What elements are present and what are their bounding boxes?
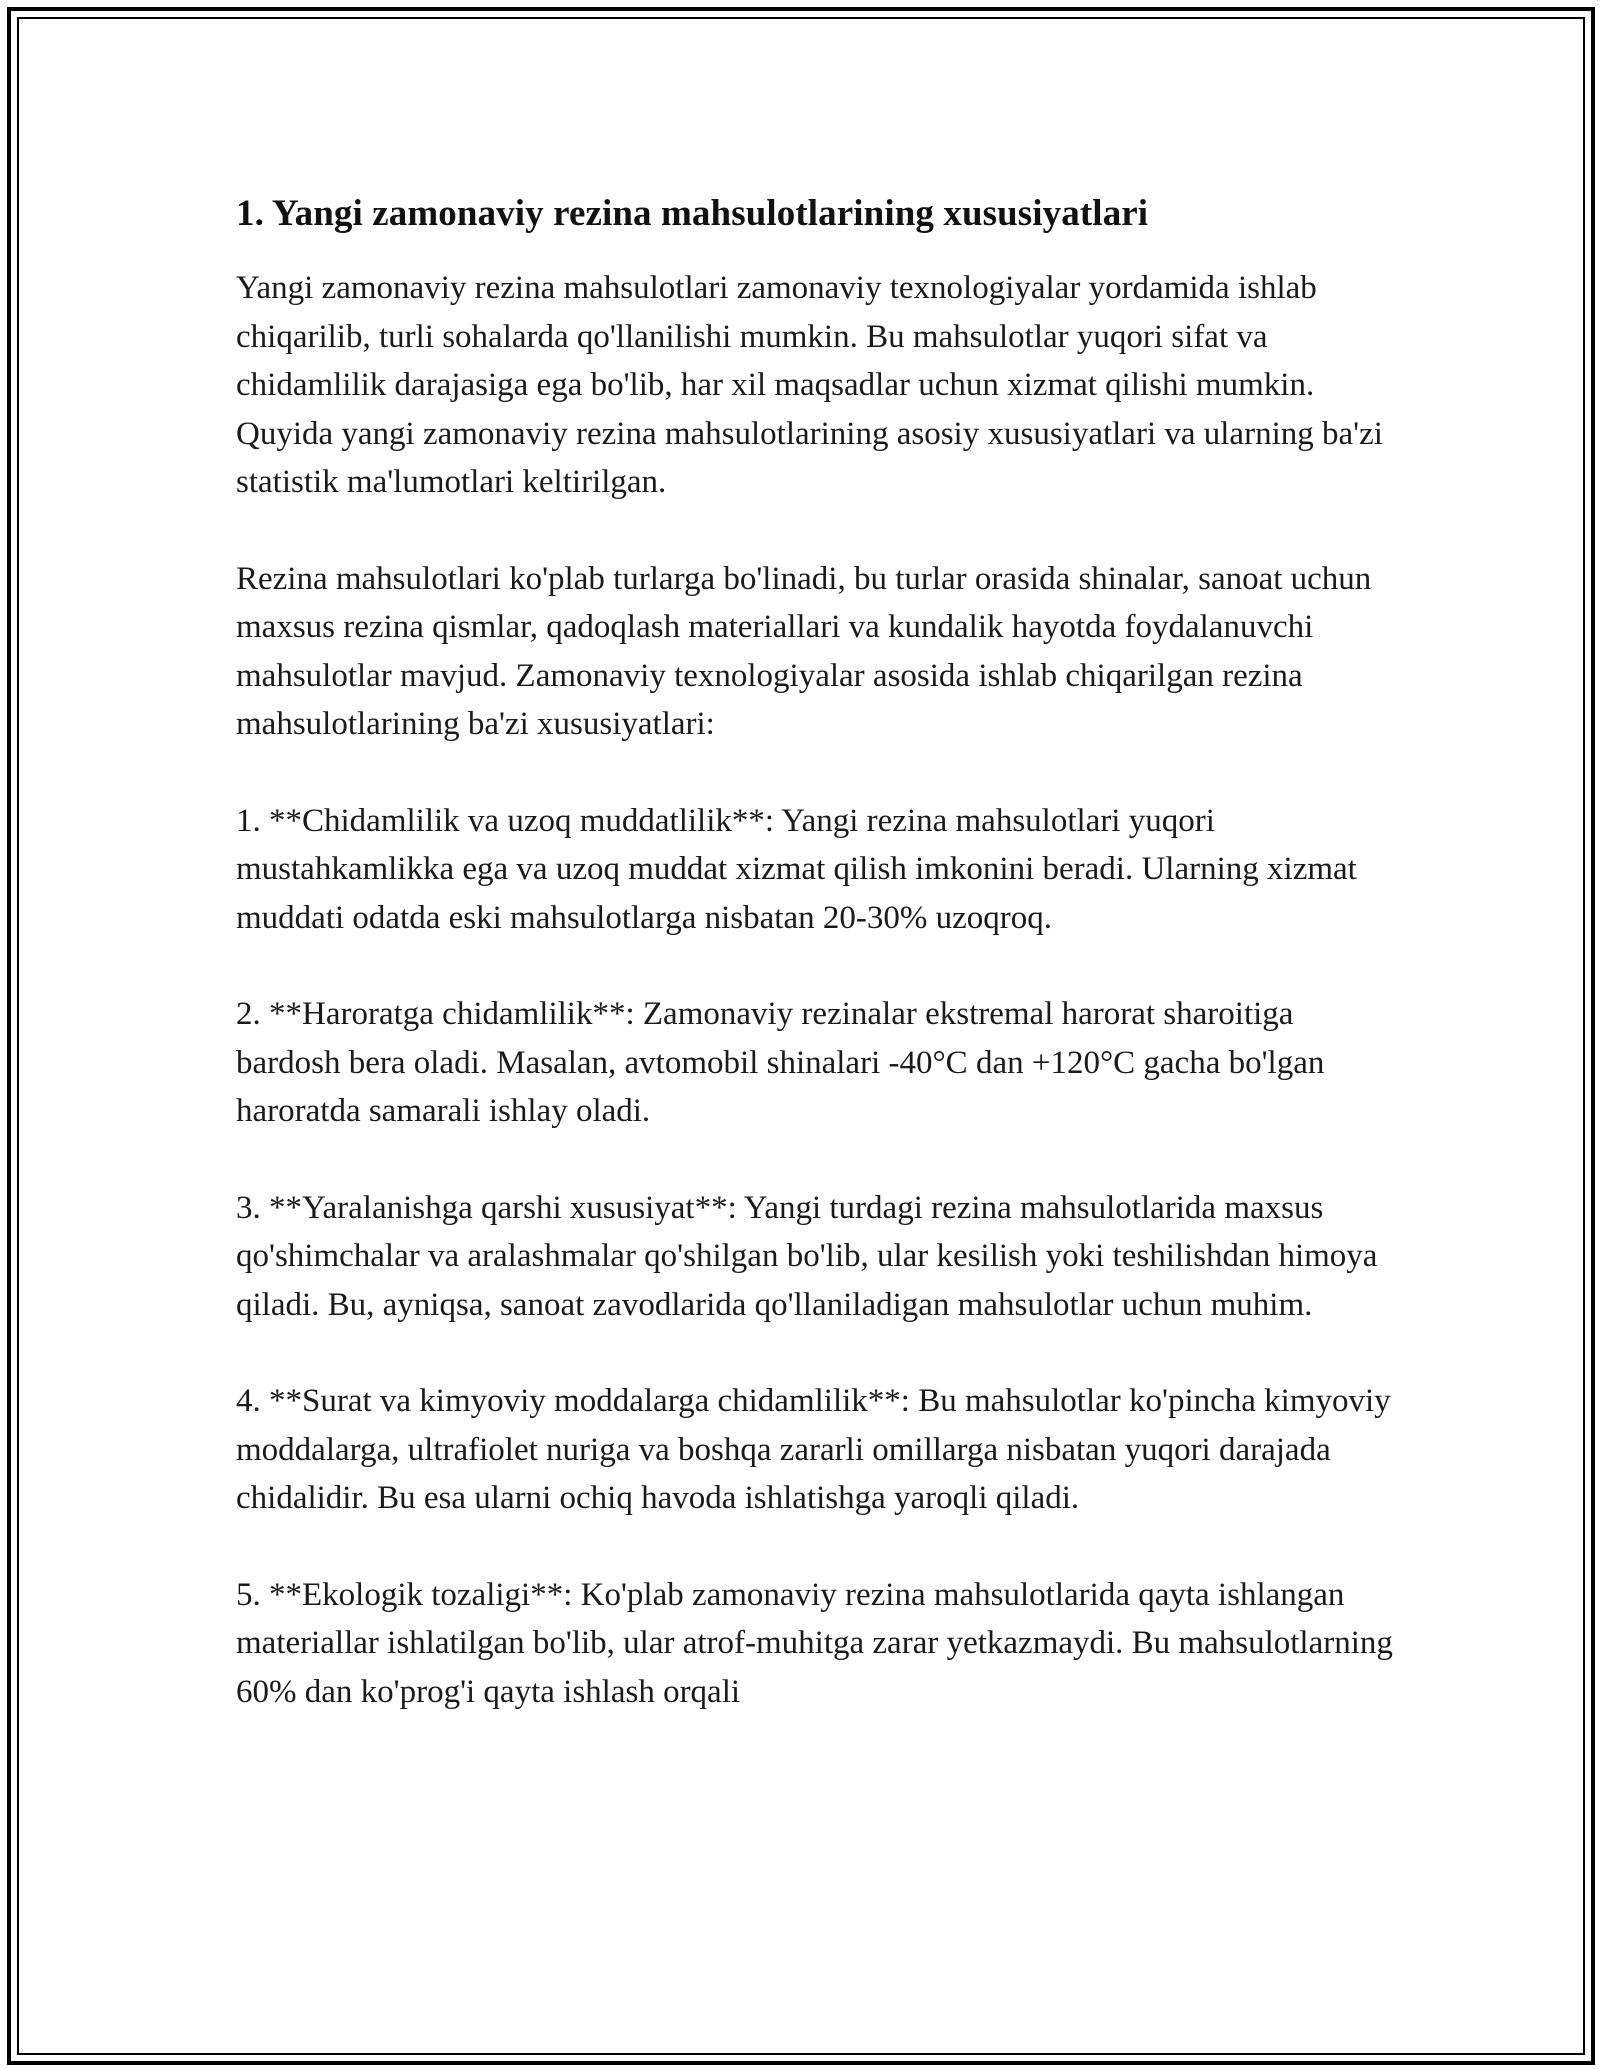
list-item-durability: 1. **Chidamlilik va uzoq muddatlilik**: Yangi rezina mahsulotlari yuqori mustahkamlikka ega va uzoq muddat xizmat qilish imkonini beradi. Ularning xizmat muddati odatda eski mahsulotlarga nisbatan 20-30% uzoqroq. (236, 802, 1357, 936)
section-heading: 1. Yangi zamonaviy rezina mahsulotlarining xususiyatlari (236, 193, 1149, 234)
list-item-chemical-resistance: 4. **Surat va kimyoviy moddalarga chidamlilik**: Bu mahsulotlar ko'pincha kimyoviy moddalarga, ultrafiolet nuriga va boshqa zararli omillarga nisbatan yuqori darajada chidalidir. Bu esa ularni ochiq havoda ishlatishga yaroqli qiladi. (236, 1383, 1391, 1516)
list-item-ecology: 5. **Ekologik tozaligi**: Ko'plab zamonaviy rezina mahsulotlarida qayta ishlangan materiallar ishlatilgan bo'lib, ular atrof-muhitga zarar yetkazmaydi. Bu mahsulotlarning 60% dan ko'prog'i qayta ishlash orqali (236, 1576, 1393, 1710)
document-body (236, 186, 1396, 1764)
paragraph-types: Rezina mahsulotlari ko'plab turlarga bo'linadi, bu turlar orasida shinalar, sanoat uchun maxsus rezina qismlar, qadoqlash materiallari va kundalik hayotda foydalanuvchi mahsulotlar mavjud. Zamonaviy texnologiyalar asosida ishlab chiqarilgan rezina mahsulotlarining ba'zi xususiyatlari: (236, 560, 1372, 742)
list-item-heat-resistance: 2. **Haroratga chidamlilik**: Zamonaviy rezinalar ekstremal harorat sharoitiga bardosh bera oladi. Masalan, avtomobil shinalari -40°C dan +120°C gacha bo'lgan haroratda samarali ishlay oladi. (236, 996, 1325, 1129)
list-item-cut-resistance: 3. **Yaralanishga qarshi xususiyat**: Yangi turdagi rezina mahsulotlarida maxsus qo'shimchalar va aralashmalar qo'shilgan bo'lib, ular kesilish yoki teshilishdan himoya qiladi. Bu, ayniqsa, sanoat zavodlarida qo'llaniladigan mahsulotlar uchun muhim. (236, 1189, 1378, 1323)
paragraph-intro: Yangi zamonaviy rezina mahsulotlari zamonaviy texnologiyalar yordamida ishlab chiqarilib, turli sohalarda qo'llanilishi mumkin. Bu mahsulotlar yuqori sifat va chidamlilik darajasiga ega bo'lib, har xil maqsadlar uchun xizmat qilishi mumkin. Quyida yangi zamonaviy rezina mahsulotlarining asosiy xususiyatlari va ularning ba'zi statistik ma'lumotlari keltirilgan. (236, 270, 1383, 500)
